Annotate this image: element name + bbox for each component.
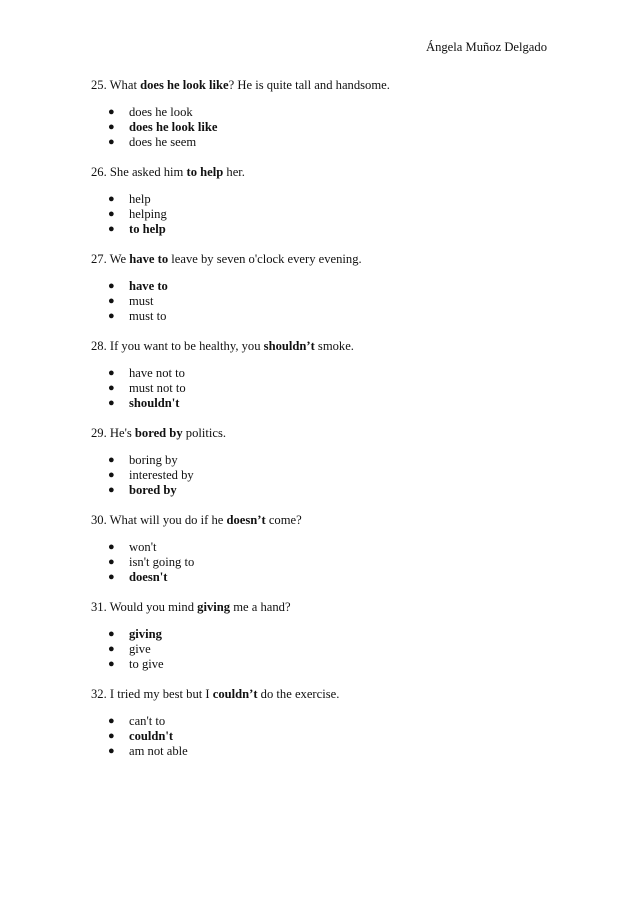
option-item [91,105,551,120]
question-text-before: I tried my best but I [106,687,213,701]
option-item [91,468,551,483]
document-header [426,40,547,55]
question-text-after: smoke. [314,339,354,353]
bullet-icon: ● [108,367,115,379]
question-text-before: Would you mind [106,600,198,614]
option-label: does he look like [129,120,218,134]
option-label: helping [129,207,167,221]
option-item [91,309,551,324]
option-list [91,540,551,585]
bullet-icon: ● [108,280,115,292]
question-answer: shouldn’t [263,339,315,353]
option-item [91,135,551,150]
option-item-correct [91,483,551,498]
option-list [91,627,551,672]
question-28 [91,339,551,411]
bullet-icon: ● [108,730,115,742]
bullet-icon: ● [108,745,115,757]
question-25 [91,78,551,150]
author-name: Ángela Muñoz Delgado [425,40,547,54]
option-list [91,453,551,498]
option-item-correct [91,627,551,642]
option-label: interested by [129,468,194,482]
question-text-after: come? [265,513,302,527]
option-label: have to [129,279,168,293]
option-label: isn't going to [129,555,195,569]
question-number: 25. [91,78,107,92]
question-number: 27. [91,252,107,266]
bullet-icon: ● [108,382,115,394]
question-text-before: He's [106,426,135,440]
option-item [91,642,551,657]
option-item [91,453,551,468]
option-label: must [129,294,154,308]
question-answer: does he look like [140,78,229,92]
question-27 [91,252,551,324]
bullet-icon: ● [108,454,115,466]
option-list [91,105,551,150]
bullet-icon: ● [108,541,115,553]
bullet-icon: ● [108,208,115,220]
option-label: must not to [129,381,186,395]
option-item-correct [91,570,551,585]
question-answer: doesn’t [226,513,266,527]
option-item-correct [91,279,551,294]
question-number: 30. [91,513,107,527]
bullet-icon: ● [108,136,115,148]
option-item [91,366,551,381]
bullet-icon: ● [108,571,115,583]
question-answer: bored by [134,426,183,440]
question-26 [91,165,551,237]
question-number: 28. [91,339,107,353]
option-item [91,540,551,555]
option-label: shouldn't [129,396,180,410]
option-label: doesn't [129,570,168,584]
question-text-after: ? He is quite tall and handsome. [228,78,390,92]
question-29 [91,426,551,498]
question-text [91,252,551,267]
option-label: give [129,642,151,656]
question-30 [91,513,551,585]
question-text-after: me a hand? [230,600,291,614]
option-list [91,192,551,237]
question-32 [91,687,551,759]
bullet-icon: ● [108,397,115,409]
question-text-before: We [106,252,130,266]
option-label: to help [129,222,166,236]
question-text-before: She asked him [106,165,187,179]
option-label: boring by [129,453,178,467]
option-label: help [129,192,151,206]
bullet-icon: ● [108,469,115,481]
option-label: couldn't [129,729,174,743]
question-text [91,165,551,180]
bullet-icon: ● [108,121,115,133]
question-list [91,78,551,774]
question-answer: have to [129,252,169,266]
bullet-icon: ● [108,310,115,322]
question-number: 31. [91,600,107,614]
question-answer: to help [186,165,224,179]
bullet-icon: ● [108,193,115,205]
question-number: 26. [91,165,107,179]
option-item-correct [91,729,551,744]
option-label: does he seem [129,135,197,149]
question-text-before: What [106,78,141,92]
bullet-icon: ● [108,223,115,235]
bullet-icon: ● [108,484,115,496]
question-text [91,339,551,354]
question-answer: giving [197,600,231,614]
bullet-icon: ● [108,643,115,655]
option-label: does he look [129,105,193,119]
bullet-icon: ● [108,715,115,727]
question-answer: couldn’t [212,687,258,701]
question-text-after: leave by seven o'clock every evening. [168,252,362,266]
option-item [91,714,551,729]
question-text [91,687,551,702]
option-item [91,555,551,570]
question-text [91,513,551,528]
question-number: 29. [91,426,107,440]
question-text [91,600,551,615]
option-item [91,192,551,207]
question-text-after: her. [223,165,245,179]
option-list [91,714,551,759]
option-item-correct [91,396,551,411]
option-label: to give [129,657,164,671]
question-text [91,78,551,93]
option-label: can't to [129,714,166,728]
option-item-correct [91,120,551,135]
question-31 [91,600,551,672]
option-label: have not to [129,366,185,380]
question-text-before: If you want to be healthy, you [106,339,264,353]
bullet-icon: ● [108,556,115,568]
question-text [91,426,551,441]
option-item [91,294,551,309]
question-text-after: politics. [182,426,227,440]
option-list [91,279,551,324]
option-list [91,366,551,411]
question-text-after: do the exercise. [257,687,340,701]
bullet-icon: ● [108,628,115,640]
option-item [91,657,551,672]
option-label: must to [129,309,167,323]
bullet-icon: ● [108,295,115,307]
question-text-before: What will you do if he [106,513,227,527]
option-label: giving [129,627,162,641]
option-label: bored by [129,483,177,497]
option-item [91,744,551,759]
option-label: am not able [129,744,188,758]
bullet-icon: ● [108,106,115,118]
option-item [91,381,551,396]
bullet-icon: ● [108,658,115,670]
option-item [91,207,551,222]
option-item-correct [91,222,551,237]
question-number: 32. [91,687,107,701]
option-label: won't [129,540,157,554]
